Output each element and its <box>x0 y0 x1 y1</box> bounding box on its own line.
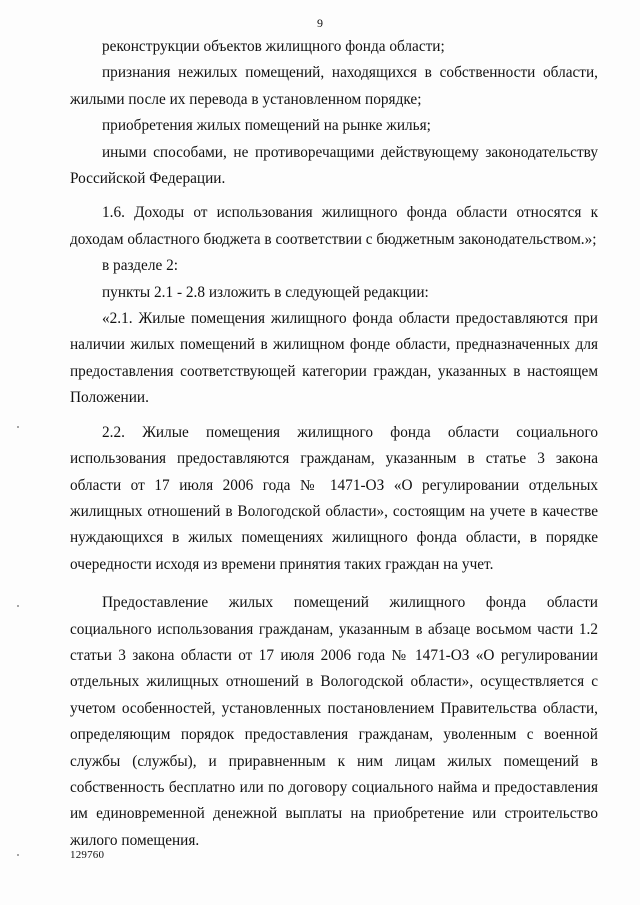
scan-artifact-dot <box>17 854 19 856</box>
paragraph-non-residential-recognition: признания нежилых помещений, находящихся в собственности области, жилыми после их перевода в установленном порядке; <box>70 64 598 108</box>
document-body <box>70 34 598 854</box>
paragraph-provision-details: Предоставление жилых помещений жилищного фонда области социального использования гражданам, указанным в абзаце восьмом части 1.2 статьи 3 закона области от 17 июля 2006 года № 1471-ОЗ «О регулировании отдельных жилищных отношений в Вологодской области», осуществляется с учетом особенностей, установленных постановлением Правительства области, определяющим порядок предоставления гражданам, уволенным с военной службы (службы), и приравненным к ним лицам жилых помещений в собственность бесплатно или по договору социального найма и предоставления им единовременной денежной выплаты на приобретение или строительство жилого помещения. <box>70 594 598 849</box>
paragraph-2-1: «2.1. Жилые помещения жилищного фонда области предоставляются при наличии жилых помещений в жилищном фонде области, предназначенных для предоставления соответствующей категории граждан, указанных в настоящем Положении. <box>70 310 598 407</box>
paragraph-2-2: 2.2. Жилые помещения жилищного фонда области социального использования предоставляются гражданам, указанным в статье 3 закона области от 17 июля 2006 года № 1471-ОЗ «О регулировании отдельных жилищных отношений в Вологодской области», состоящим на учете в качестве нуждающихся в жилых помещениях жилищного фонда области, в порядке очередности исходя из времени принятия таких граждан на учет. <box>70 423 598 573</box>
scan-artifact-dot <box>17 605 19 607</box>
footer-document-code: 129760 <box>70 849 105 861</box>
paragraph-market-purchase: приобретения жилых помещений на рынке жилья; <box>102 117 431 135</box>
paragraph-section-2-heading: в разделе 2: <box>102 257 178 275</box>
paragraph-other-methods: иными способами, не противоречащими действующему законодательству Российской Федерации. <box>70 143 598 188</box>
page-number: 9 <box>317 16 323 30</box>
paragraph-reconstruction: реконструкции объектов жилищного фонда области; <box>102 38 445 55</box>
scan-artifact-dot <box>17 426 19 428</box>
paragraph-1-6-income: 1.6. Доходы от использования жилищного фонда области относятся к доходам областного бюджета в соответствии с бюджетным законодательством.»; <box>70 204 598 248</box>
paragraph-points-2-1-2-8: пункты 2.1 - 2.8 изложить в следующей редакции: <box>102 283 429 301</box>
